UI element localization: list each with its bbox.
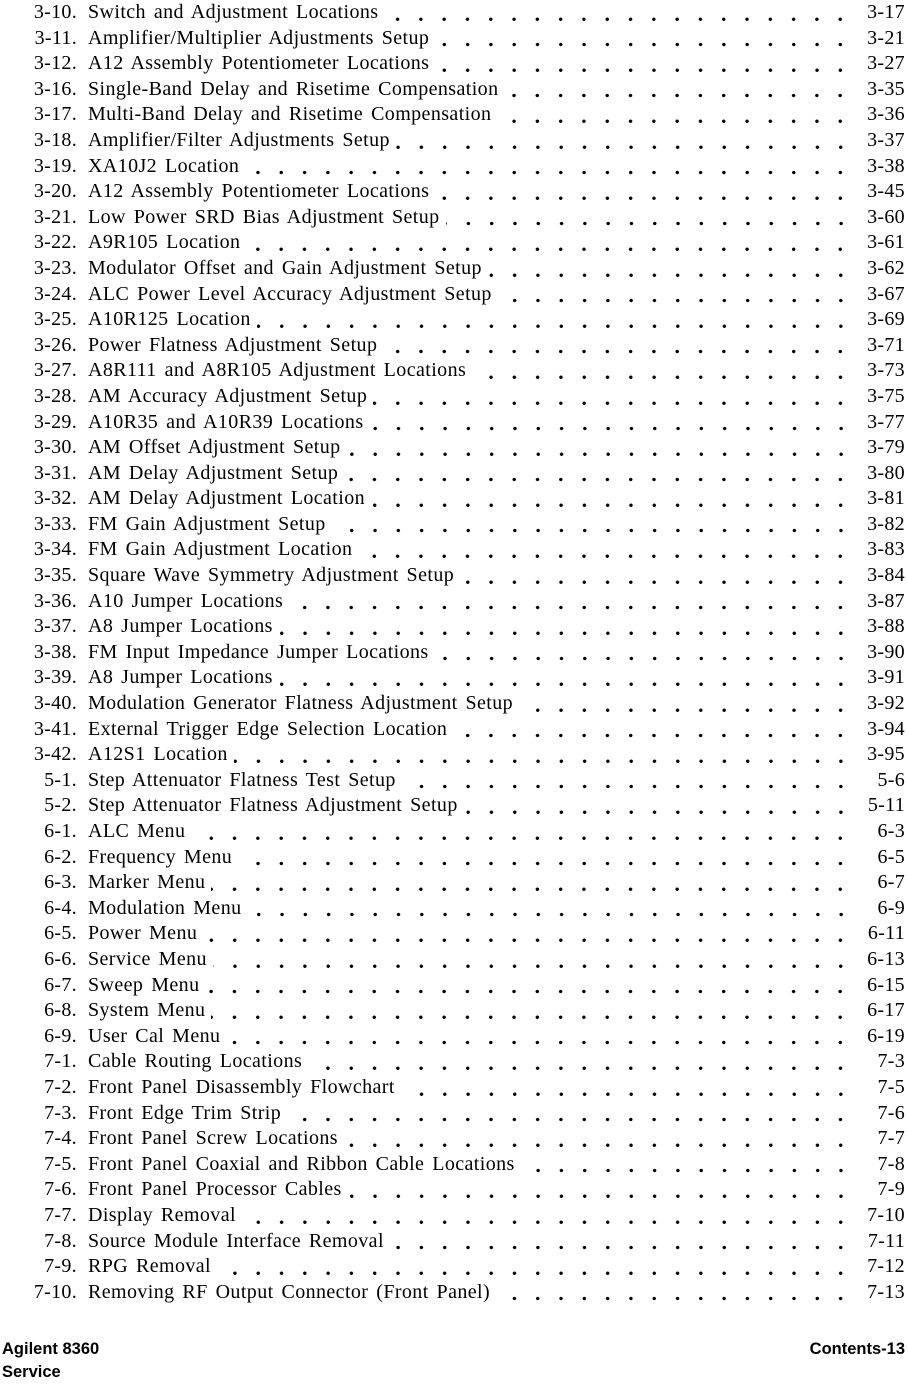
- dot-leader: [521, 1152, 847, 1178]
- page-number: 7-6: [877, 1101, 905, 1124]
- dot-leader: [234, 742, 847, 768]
- figure-number: 7-9.: [44, 1255, 77, 1278]
- figure-title: A10R35 and A10R39 Locations: [88, 410, 364, 433]
- toc-entry: [0, 819, 908, 845]
- dot-leader: [332, 512, 847, 538]
- figure-title: Removing RF Output Connector (Front Panel): [88, 1280, 491, 1303]
- figure-title: Power Menu: [88, 922, 198, 945]
- page-number: 3-69: [867, 308, 905, 331]
- dot-leader: [472, 358, 847, 384]
- figure-title: System Menu: [88, 999, 206, 1022]
- page-number: 6-17: [867, 999, 905, 1022]
- page-number: 3-95: [867, 743, 905, 766]
- figure-number: 7-3.: [44, 1101, 77, 1124]
- dot-leader: [498, 282, 847, 308]
- page-number: 7-8: [877, 1152, 905, 1175]
- dot-leader: [446, 205, 847, 231]
- dot-leader: [257, 307, 847, 333]
- figure-number: 7-5.: [44, 1152, 77, 1175]
- figure-title: Front Panel Processor Cables: [88, 1178, 342, 1201]
- figure-title: A10 Jumper Locations: [88, 589, 284, 612]
- dot-leader: [358, 537, 847, 563]
- figure-title: ALC Power Level Accuracy Adjustment Setup: [88, 282, 492, 305]
- figure-number: 6-7.: [44, 973, 77, 996]
- figure-title: FM Gain Adjustment Location: [88, 538, 353, 561]
- figure-number: 7-2.: [44, 1075, 77, 1098]
- page-number: 3-82: [867, 512, 905, 535]
- toc-entry: [0, 1177, 908, 1203]
- footer-doc-type: Service: [2, 1363, 61, 1381]
- figure-title: Square Wave Symmetry Adjustment Setup: [88, 564, 455, 587]
- dot-leader: [488, 256, 847, 282]
- page-number: 3-60: [867, 205, 905, 228]
- toc-entry: [0, 1254, 908, 1280]
- toc-entry: [0, 742, 908, 768]
- figure-title: Modulation Generator Flatness Adjustment Setup: [88, 692, 514, 715]
- dot-leader: [226, 1024, 847, 1050]
- figure-title: A8 Jumper Locations: [88, 615, 273, 638]
- page-number: 3-62: [867, 256, 905, 279]
- figure-title: Front Edge Trim Strip: [88, 1101, 282, 1124]
- dot-leader: [373, 384, 847, 410]
- page-number: 3-73: [867, 359, 905, 382]
- figure-number: 6-2.: [44, 845, 77, 868]
- figure-title: A10R125 Location: [88, 308, 251, 331]
- figure-title: Low Power SRD Bias Adjustment Setup: [88, 205, 440, 228]
- dot-leader: [205, 973, 847, 999]
- figure-title: Cable Routing Locations: [88, 1050, 303, 1073]
- toc-entry: [0, 614, 908, 640]
- toc-entry: [0, 435, 908, 461]
- figure-title: FM Input Impedance Jumper Locations: [88, 640, 429, 663]
- page-number: 6-7: [877, 871, 905, 894]
- page-number: 3-94: [867, 717, 905, 740]
- figure-title: AM Delay Adjustment Location: [88, 487, 365, 510]
- figure-number: 3-38.: [33, 640, 77, 663]
- figure-number: 6-5.: [44, 922, 77, 945]
- page-number: 3-81: [867, 487, 905, 510]
- page-number: 3-87: [867, 589, 905, 612]
- dot-leader: [287, 1101, 847, 1127]
- figure-number: 3-40.: [33, 692, 77, 715]
- figure-number: 3-32.: [33, 487, 77, 510]
- figure-title: Source Module Interface Removal: [88, 1229, 384, 1252]
- figure-number: 6-9.: [44, 1024, 77, 1047]
- toc-entry: [0, 26, 908, 52]
- figure-title: Frequency Menu: [88, 845, 233, 868]
- dot-leader: [504, 77, 847, 103]
- page-number: 7-7: [877, 1127, 905, 1150]
- figure-number: 3-10.: [33, 1, 77, 23]
- figure-number: 3-11.: [34, 26, 77, 49]
- toc-entry: [0, 563, 908, 589]
- page-number: 3-77: [867, 410, 905, 433]
- figure-title: External Trigger Edge Selection Location: [88, 717, 448, 740]
- figure-title: Front Panel Screw Locations: [88, 1127, 338, 1150]
- figure-number: 5-1.: [44, 768, 77, 791]
- dot-leader: [435, 640, 847, 666]
- figure-title: Modulation Menu: [88, 896, 242, 919]
- dot-leader: [396, 128, 847, 154]
- figure-title: AM Offset Adjustment Setup: [88, 436, 341, 459]
- toc-entry: [0, 205, 908, 231]
- dot-leader: [435, 179, 847, 205]
- figure-number: 3-31.: [33, 461, 77, 484]
- dot-leader: [344, 1126, 847, 1152]
- dot-leader: [401, 1075, 847, 1101]
- figure-number: 5-2.: [44, 794, 77, 817]
- dot-leader: [347, 435, 847, 461]
- figure-number: 6-4.: [44, 896, 77, 919]
- figure-number: 7-8.: [44, 1229, 77, 1252]
- figure-title: AM Accuracy Adjustment Setup: [88, 384, 368, 407]
- figure-title: Service Menu: [88, 947, 207, 970]
- page-number: 3-83: [867, 538, 905, 561]
- toc-entry: [0, 589, 908, 615]
- toc-entry: [0, 282, 908, 308]
- figure-title: Modulator Offset and Gain Adjustment Setup: [88, 256, 482, 279]
- toc-entry: [0, 921, 908, 947]
- figure-number: 7-1.: [44, 1050, 77, 1073]
- dot-leader: [390, 1229, 847, 1255]
- figure-number: 3-29.: [33, 410, 77, 433]
- figure-title: Step Attenuator Flatness Adjustment Setup: [88, 794, 458, 817]
- page-number: 6-3: [877, 820, 905, 842]
- figure-number: 7-7.: [44, 1203, 77, 1226]
- dot-leader: [435, 51, 847, 77]
- figure-number: 3-26.: [33, 333, 77, 356]
- figure-title: Step Attenuator Flatness Test Setup: [88, 768, 396, 791]
- page-number: 3-61: [867, 231, 905, 254]
- dot-leader: [279, 665, 847, 691]
- page-number: 6-5: [877, 845, 905, 868]
- footer-product-name: Agilent 8360: [2, 1340, 100, 1358]
- figure-title: Front Panel Disassembly Flowchart: [88, 1075, 395, 1098]
- toc-entry: [0, 1280, 908, 1306]
- figure-number: 3-28.: [33, 384, 77, 407]
- toc-entry: [0, 410, 908, 436]
- figure-number: 3-35.: [33, 564, 77, 587]
- figure-title: Sweep Menu: [88, 973, 200, 996]
- dot-leader: [348, 1177, 847, 1203]
- toc-entry: [0, 51, 908, 77]
- toc-entry: [0, 512, 908, 538]
- figure-number: 3-16.: [33, 77, 77, 100]
- figure-title: A9R105 Location: [88, 231, 241, 254]
- toc-entry: [0, 640, 908, 666]
- figure-number: 3-20.: [33, 180, 77, 203]
- figure-title: Marker Menu: [88, 871, 206, 894]
- dot-leader: [384, 0, 847, 26]
- figure-title: Front Panel Coaxial and Ribbon Cable Locations: [88, 1152, 515, 1175]
- dot-leader: [217, 1254, 847, 1280]
- figure-title: Amplifier/Filter Adjustments Setup: [88, 128, 390, 151]
- toc-entry: [0, 1203, 908, 1229]
- toc-entry: [0, 0, 908, 26]
- figure-number: 3-34.: [33, 538, 77, 561]
- dot-leader: [435, 26, 847, 52]
- dot-leader: [370, 410, 847, 436]
- figure-number: 3-19.: [33, 154, 77, 177]
- toc-entry: [0, 870, 908, 896]
- toc-entry: [0, 1024, 908, 1050]
- dot-leader: [211, 998, 847, 1024]
- page-number: 3-17: [867, 1, 905, 23]
- figure-title: XA10J2 Location: [88, 154, 240, 177]
- figure-title: A12S1 Location: [88, 743, 228, 766]
- page-number: 3-75: [867, 384, 905, 407]
- dot-leader: [246, 230, 847, 256]
- figure-number: 3-41.: [33, 717, 77, 740]
- figure-number: 3-30.: [33, 436, 77, 459]
- figure-number: 3-24.: [33, 282, 77, 305]
- toc-entry: [0, 1075, 908, 1101]
- page-number: 7-13: [867, 1280, 905, 1303]
- toc-entry: [0, 896, 908, 922]
- dot-leader: [191, 819, 847, 845]
- page-number: 3-38: [867, 154, 905, 177]
- page-number: 3-80: [867, 461, 905, 484]
- figure-number: 3-22.: [33, 231, 77, 254]
- figure-number: 3-27.: [33, 359, 77, 382]
- dot-leader: [371, 486, 847, 512]
- page-number: 3-90: [867, 640, 905, 663]
- page-number: 3-67: [867, 282, 905, 305]
- dot-leader: [383, 333, 847, 359]
- figure-title: Display Removal: [88, 1203, 236, 1226]
- page-number: 7-3: [877, 1050, 905, 1073]
- dot-leader: [248, 896, 848, 922]
- page-number: 5-6: [877, 768, 905, 791]
- figure-number: 6-1.: [44, 820, 77, 842]
- toc-entry: [0, 179, 908, 205]
- page-number: 3-27: [867, 52, 905, 75]
- dot-leader: [238, 845, 847, 871]
- toc-entry: [0, 691, 908, 717]
- figure-number: 3-25.: [33, 308, 77, 331]
- page-number: 7-11: [867, 1229, 905, 1252]
- figure-number: 3-39.: [33, 666, 77, 689]
- toc-entry: [0, 230, 908, 256]
- dot-leader: [519, 691, 847, 717]
- toc-entry: [0, 333, 908, 359]
- dot-leader: [211, 870, 847, 896]
- page-number: 7-10: [867, 1203, 905, 1226]
- page-number: 3-92: [867, 692, 905, 715]
- figure-title: A8R111 and A8R105 Adjustment Locations: [88, 359, 467, 382]
- toc-entry: [0, 461, 908, 487]
- page-number: 3-37: [867, 128, 905, 151]
- toc-entry: [0, 102, 908, 128]
- figure-title: Multi-Band Delay and Risetime Compensation: [88, 103, 492, 126]
- dot-leader: [245, 154, 847, 180]
- figure-number: 3-36.: [33, 589, 77, 612]
- figure-number: 3-21.: [33, 205, 77, 228]
- page-number: 6-15: [867, 973, 905, 996]
- page-number: 3-45: [867, 180, 905, 203]
- dot-leader: [213, 947, 847, 973]
- figure-number: 6-6.: [44, 947, 77, 970]
- page-number: 3-84: [867, 564, 905, 587]
- toc-entry: [0, 77, 908, 103]
- figure-number: 3-37.: [33, 615, 77, 638]
- figure-number: 6-3.: [44, 871, 77, 894]
- figure-number: 3-23.: [33, 256, 77, 279]
- figure-title: Amplifier/Multiplier Adjustments Setup: [88, 26, 430, 49]
- toc-entry: [0, 154, 908, 180]
- toc-entry: [0, 1229, 908, 1255]
- toc-entry: [0, 947, 908, 973]
- dot-leader: [344, 461, 847, 487]
- toc-entry: [0, 768, 908, 794]
- figure-number: 3-12.: [33, 52, 77, 75]
- page-number: 7-5: [877, 1075, 905, 1098]
- toc-entry: [0, 973, 908, 999]
- figure-number: 6-8.: [44, 999, 77, 1022]
- page-number: 7-12: [867, 1255, 905, 1278]
- figure-number: 3-42.: [33, 743, 77, 766]
- figure-number: 7-10.: [33, 1280, 77, 1303]
- page-number: 3-21: [867, 26, 905, 49]
- figure-title: A12 Assembly Potentiometer Locations: [88, 52, 430, 75]
- figure-title: A12 Assembly Potentiometer Locations: [88, 180, 430, 203]
- toc-entry: [0, 665, 908, 691]
- figure-title: A8 Jumper Locations: [88, 666, 273, 689]
- page-number: 3-91: [867, 666, 905, 689]
- figure-title: AM Delay Adjustment Setup: [88, 461, 339, 484]
- toc-entry: [0, 486, 908, 512]
- page-number: 7-9: [877, 1178, 905, 1201]
- page-number: 3-79: [867, 436, 905, 459]
- page-number: 3-71: [867, 333, 905, 356]
- figure-number: 7-6.: [44, 1178, 77, 1201]
- toc-entry: [0, 307, 908, 333]
- dot-leader: [203, 921, 847, 947]
- figure-number: 3-33.: [33, 512, 77, 535]
- toc-entry: [0, 384, 908, 410]
- toc-entry: [0, 998, 908, 1024]
- footer-left: [2, 1338, 99, 1384]
- dot-leader: [497, 102, 847, 128]
- figure-number: 7-4.: [44, 1127, 77, 1150]
- figure-number: 3-17.: [33, 103, 77, 126]
- dot-leader: [308, 1049, 847, 1075]
- dot-leader: [289, 589, 847, 615]
- toc-entry: [0, 717, 908, 743]
- dot-leader: [242, 1203, 847, 1229]
- page-number: 3-36: [867, 103, 905, 126]
- dot-leader: [279, 614, 847, 640]
- dot-leader: [402, 768, 847, 794]
- figure-title: RPG Removal: [88, 1255, 212, 1278]
- toc-entry: [0, 1101, 908, 1127]
- dot-leader: [464, 793, 847, 819]
- figure-title: User Cal Menu: [88, 1024, 221, 1047]
- toc-entry: [0, 256, 908, 282]
- toc-entry: [0, 1126, 908, 1152]
- dot-leader: [496, 1280, 847, 1306]
- toc-entry: [0, 128, 908, 154]
- figure-title: ALC Menu: [88, 820, 186, 842]
- dot-leader: [460, 563, 847, 589]
- toc-entry: [0, 1152, 908, 1178]
- page-number: 5-11: [867, 794, 905, 817]
- toc-entry: [0, 1049, 908, 1075]
- page-number: 3-35: [867, 77, 905, 100]
- page-number: 3-88: [867, 615, 905, 638]
- page-number: 6-13: [867, 947, 905, 970]
- figure-number: 3-18.: [33, 128, 77, 151]
- toc-entry: [0, 358, 908, 384]
- toc-entry: [0, 845, 908, 871]
- figure-title: Power Flatness Adjustment Setup: [88, 333, 378, 356]
- figure-title: FM Gain Adjustment Setup: [88, 512, 326, 535]
- toc-entry: [0, 537, 908, 563]
- page-footer: [2, 1338, 905, 1384]
- dot-leader: [453, 717, 847, 743]
- page-number: 6-11: [867, 922, 905, 945]
- figure-title: Single-Band Delay and Risetime Compensation: [88, 77, 499, 100]
- page-number: 6-9: [877, 896, 905, 919]
- toc-entry: [0, 793, 908, 819]
- figure-title: Switch and Adjustment Locations: [88, 1, 379, 23]
- page-number: 6-19: [867, 1024, 905, 1047]
- footer-page-label: Contents-13: [809, 1340, 905, 1358]
